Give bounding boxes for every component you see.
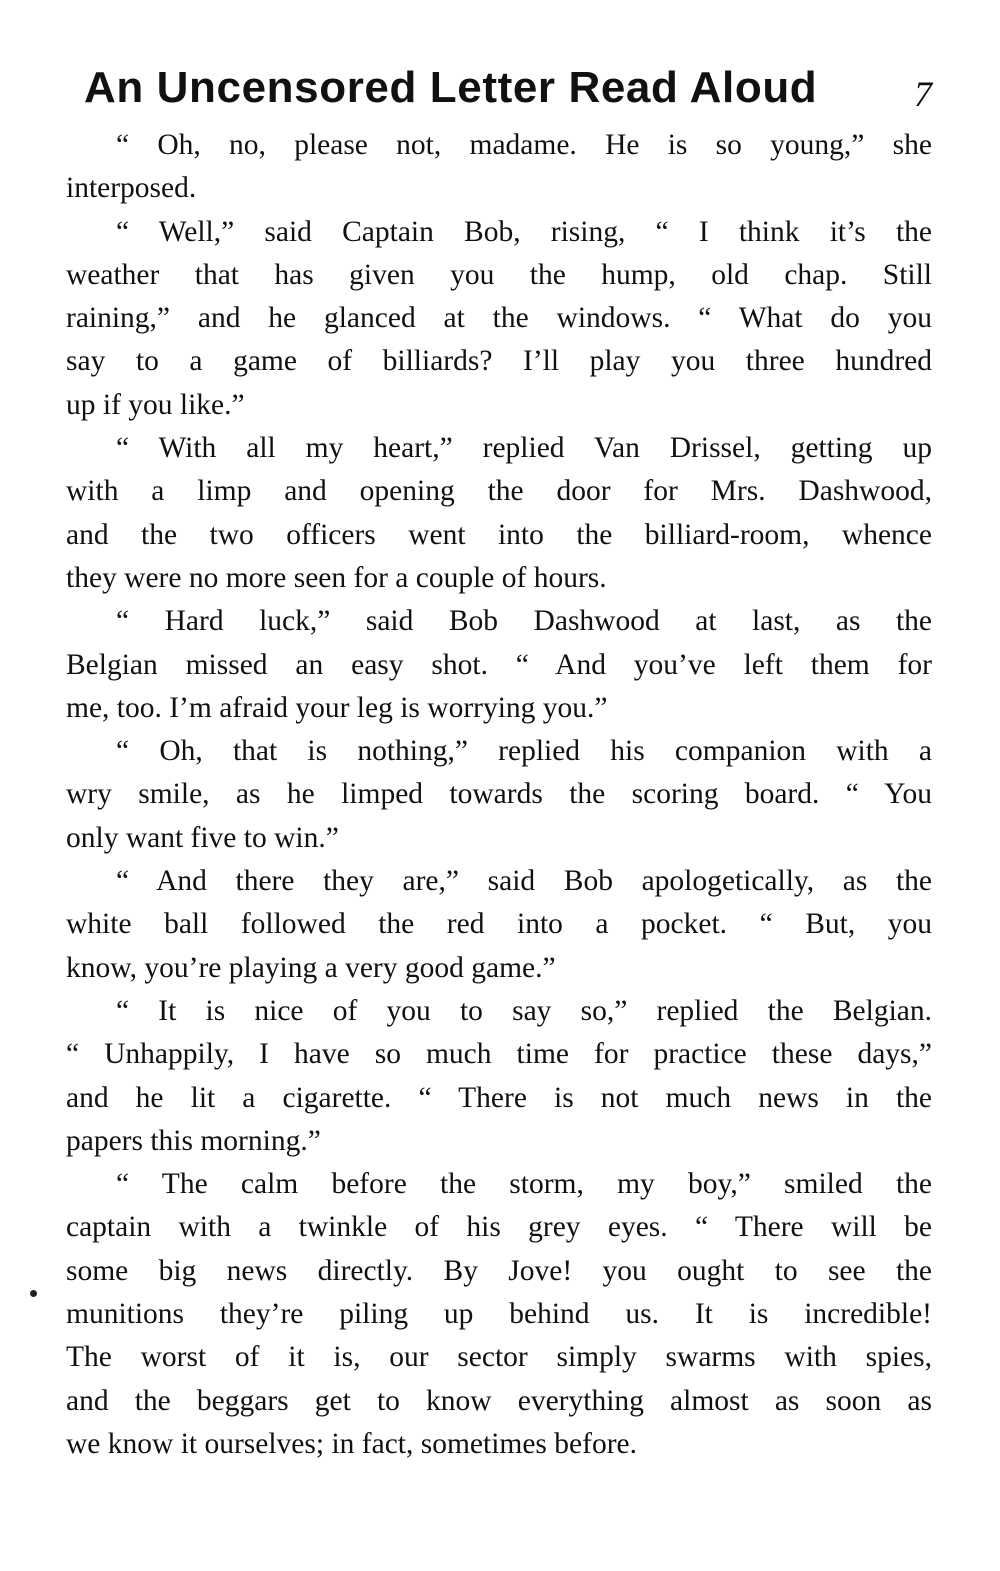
text-line: raining,” and he glanced at the windows. “ What do you <box>66 302 932 335</box>
text-line: up if you like.” <box>66 388 245 421</box>
text-line: “ And there they are,” said Bob apologetically, as the <box>116 865 932 898</box>
text-line: say to a game of billiards? I’ll play you three hundred <box>66 345 932 378</box>
text-line: munitions they’re piling up behind us. It is incredible! <box>66 1298 932 1331</box>
body-text <box>66 124 932 1474</box>
paragraph <box>66 124 932 211</box>
text-line: “ Unhappily, I have so much time for practice these days,” <box>66 1038 932 1071</box>
text-line: me, too. I’m afraid your leg is worrying you.” <box>66 691 608 724</box>
text-line: “ It is nice of you to say so,” replied the Belgian. <box>116 994 932 1027</box>
page-number: 7 <box>914 74 932 114</box>
text-line: “ Well,” said Captain Bob, rising, “ I think it’s the <box>116 215 932 248</box>
paragraph <box>66 1163 932 1466</box>
paragraph <box>66 600 932 730</box>
paragraph <box>66 860 932 990</box>
text-line: “ Oh, no, please not, madame. He is so young,” she <box>116 129 932 161</box>
text-line: captain with a twinkle of his grey eyes. “ There will be <box>66 1211 932 1244</box>
text-line: we know it ourselves; in fact, sometimes before. <box>66 1427 638 1460</box>
text-line: Belgian missed an easy shot. “ And you’ve left them for <box>66 648 932 681</box>
text-line: “ The calm before the storm, my boy,” smiled the <box>116 1168 932 1201</box>
text-line: wry smile, as he limped towards the scoring board. “ You <box>66 778 932 811</box>
text-line: The worst of it is, our sector simply swarms with spies, <box>66 1341 932 1374</box>
paragraph <box>66 211 932 427</box>
paragraph <box>66 427 932 600</box>
text-line: and the two officers went into the billiard-room, whence <box>66 518 932 551</box>
text-line: some big news directly. By Jove! you ought to see the <box>66 1254 932 1287</box>
text-line: only want five to win.” <box>66 821 339 854</box>
paragraph <box>66 730 932 860</box>
text-line: papers this morning.” <box>66 1124 321 1157</box>
text-line: and the beggars get to know everything almost as soon as <box>66 1384 932 1417</box>
text-line: white ball followed the red into a pocket. “ But, you <box>66 908 932 941</box>
ink-speck <box>30 1290 37 1297</box>
text-line: with a limp and opening the door for Mrs. Dashwood, <box>66 475 932 508</box>
text-line: “ With all my heart,” replied Van Drissel, getting up <box>116 432 932 465</box>
text-line: interposed. <box>66 172 197 205</box>
text-line: they were no more seen for a couple of hours. <box>66 561 607 594</box>
text-line: weather that has given you the hump, old chap. Still <box>66 258 932 291</box>
text-line: “ Oh, that is nothing,” replied his companion with a <box>116 735 932 768</box>
text-line: know, you’re playing a very good game.” <box>66 951 556 984</box>
text-line: and he lit a cigarette. “ There is not much news in the <box>66 1081 932 1114</box>
paragraph <box>66 990 932 1163</box>
text-line: “ Hard luck,” said Bob Dashwood at last, as the <box>116 605 932 638</box>
running-head <box>80 56 940 120</box>
running-title: An Uncensored Letter Read Aloud <box>84 63 818 112</box>
